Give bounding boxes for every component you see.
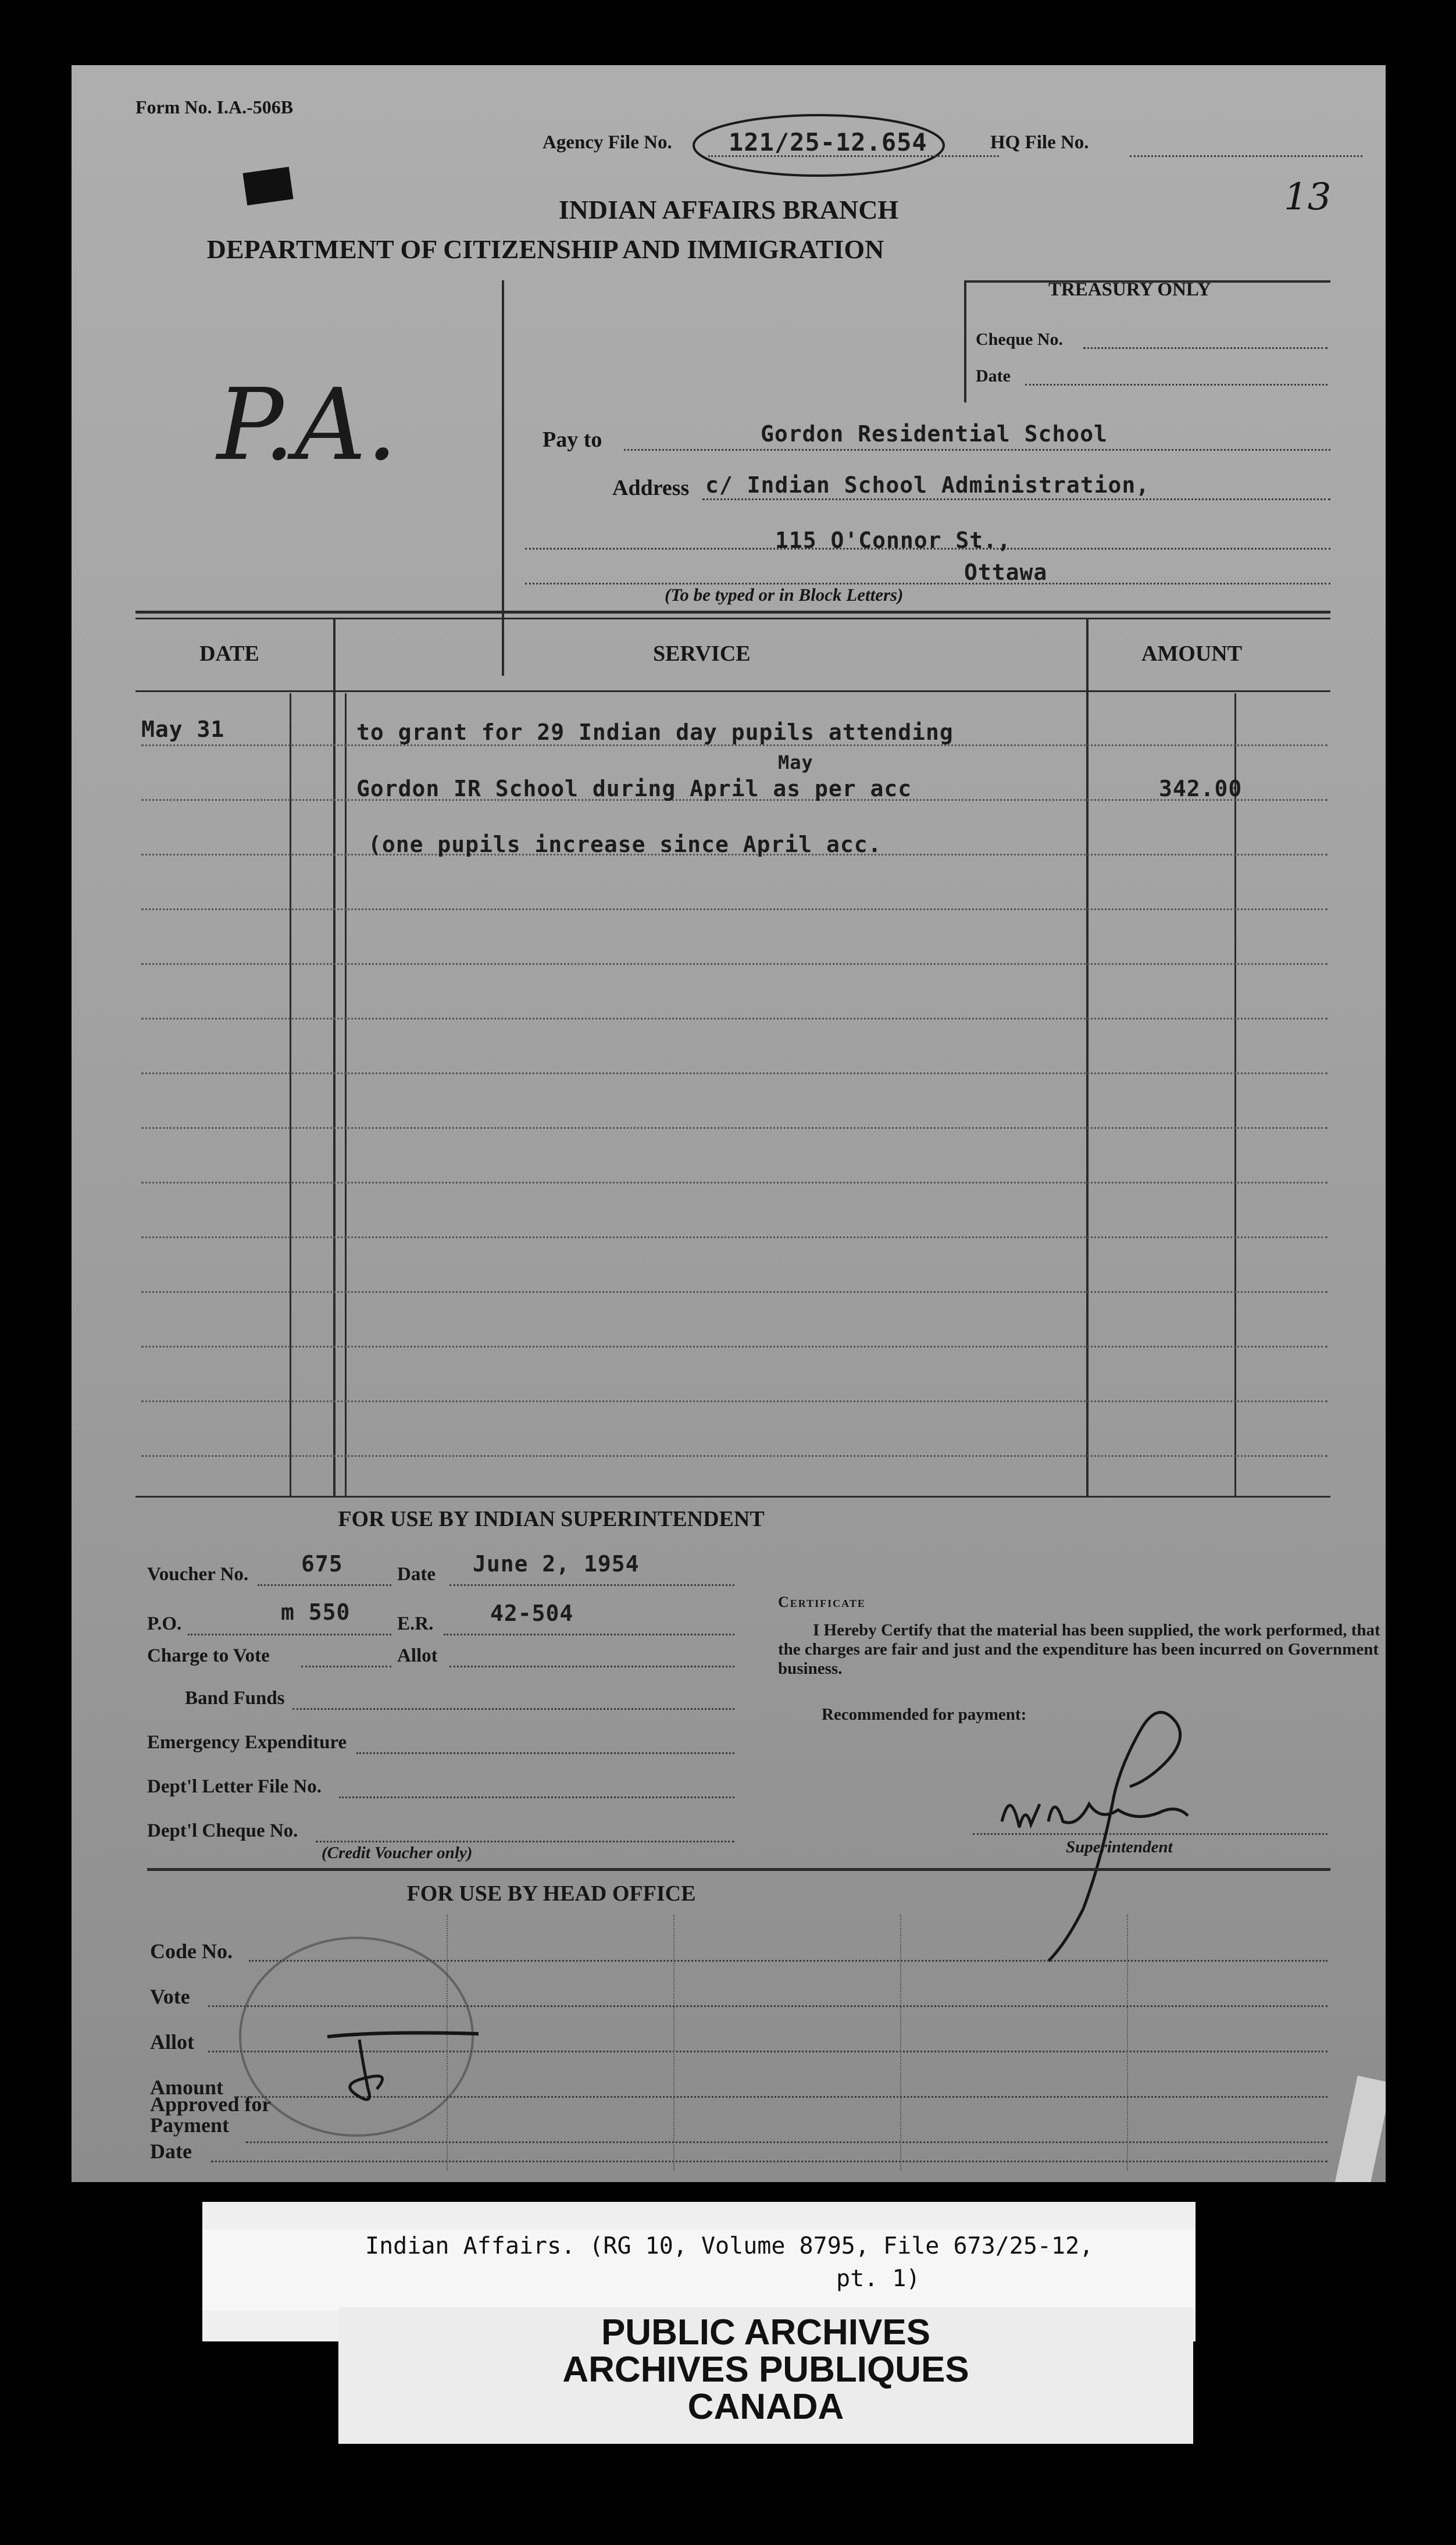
head-office-title: FOR USE BY HEAD OFFICE: [406, 1881, 696, 1906]
service-column-header: SERVICE: [653, 641, 751, 666]
recommended-for-payment: Recommended for payment:: [822, 1705, 1027, 1724]
table-top-border-double: [135, 618, 1330, 619]
archive-reference-line-1: Indian Affairs. (RG 10, Volume 8795, File 673/25-12,: [365, 2233, 1094, 2259]
table-top-border: [135, 611, 1330, 614]
treasury-box-left-border: [964, 280, 966, 402]
emergency-expenditure-line: [356, 1752, 734, 1754]
er-label: E.R.: [397, 1613, 434, 1634]
voucher-form-sheet: [72, 65, 1386, 2182]
letter-file-line: [339, 1797, 734, 1798]
service-line-2: Gordon IR School during April as per acc: [356, 776, 912, 801]
voucher-no-value: 675: [301, 1551, 343, 1577]
circled-file-number-mark: [688, 111, 950, 180]
archives-line-1: PUBLIC ARCHIVES: [601, 2312, 931, 2352]
emergency-expenditure-label: Emergency Expenditure: [147, 1732, 347, 1753]
public-archives-label: [338, 2307, 1193, 2444]
head-office-allot-label: Allot: [150, 2030, 194, 2054]
archive-reference-line-2: pt. 1): [836, 2265, 920, 2292]
cheque-no-label: Cheque No.: [976, 330, 1064, 349]
pay-to-line: [624, 449, 1330, 451]
credit-voucher-note: (Credit Voucher only): [322, 1844, 473, 1862]
table-row-line: [141, 1182, 1327, 1184]
table-row-line: [141, 1400, 1327, 1402]
archive-reference-band: [202, 2229, 1196, 2311]
address-value-3: Ottawa: [964, 559, 1048, 585]
pay-to-label: Pay to: [543, 427, 602, 452]
archives-line-2: ARCHIVES PUBLIQUES: [562, 2350, 969, 2390]
received-stamp-and-mark: [234, 1915, 537, 2159]
er-value: 42-504: [490, 1601, 574, 1626]
amount-label: Amount: [150, 2076, 224, 2099]
table-row-line: [141, 1018, 1327, 1020]
date-column-border: [333, 619, 336, 1497]
date-column-header: DATE: [199, 641, 259, 666]
department-title: DEPARTMENT OF CITIZENSHIP AND IMMIGRATION: [206, 234, 884, 264]
entry-date: May 31: [141, 717, 225, 742]
head-office-date-line: [211, 2161, 1327, 2162]
superintendent-section-title: FOR USE BY INDIAN SUPERINTENDENT: [338, 1507, 765, 1531]
superintendent-date-value: June 2, 1954: [473, 1551, 640, 1577]
table-row-line: [141, 1072, 1327, 1074]
vote-label: Vote: [150, 1985, 190, 2008]
charge-to-vote-label: Charge to Vote: [147, 1645, 270, 1666]
certificate-title: Certificate: [778, 1594, 866, 1610]
table-row-line: [141, 1127, 1327, 1129]
dept-cheque-line: [316, 1841, 734, 1842]
amount-column-border: [1086, 619, 1089, 1497]
treasury-date-line: [1025, 384, 1327, 386]
table-row-line: [141, 1291, 1327, 1293]
head-office-top-border: [147, 1868, 1330, 1871]
approved-for-text: Approved for: [150, 2093, 272, 2116]
allot-label: Allot: [397, 1645, 438, 1666]
block-letters-note: (To be typed or in Block Letters): [665, 584, 904, 605]
table-header-divider: [135, 690, 1330, 692]
table-row-line: [141, 1346, 1327, 1348]
head-office-date-label: Date: [150, 2140, 192, 2163]
address-line-1: [702, 498, 1330, 500]
address-value-1: c/ Indian School Administration,: [705, 472, 1150, 498]
head-office-column-divider: [900, 1915, 902, 2170]
table-row-line: [141, 1236, 1327, 1238]
paper-edge-fold: [1321, 2076, 1386, 2182]
table-row-line: [141, 963, 1327, 965]
form-number: Form No. I.A.-506B: [135, 97, 294, 117]
page-number-handwritten: 13: [1284, 176, 1332, 219]
letter-file-label: Dept'l Letter File No.: [147, 1776, 322, 1797]
service-insert-month: May: [778, 751, 813, 774]
cheque-no-line: [1083, 347, 1327, 349]
charge-to-vote-line: [301, 1666, 391, 1667]
allot-line: [449, 1666, 734, 1667]
po-line: [188, 1634, 391, 1635]
superintendent-signature: [984, 1688, 1333, 1990]
agency-file-label: Agency File No.: [543, 132, 672, 153]
voucher-no-line: [258, 1584, 391, 1586]
pay-to-value: Gordon Residential School: [761, 421, 1108, 447]
amount-column-header: AMOUNT: [1141, 641, 1243, 666]
table-row-line: [141, 1455, 1327, 1457]
head-office-column-divider: [673, 1915, 676, 2170]
service-left-border: [345, 693, 347, 1497]
po-label: P.O.: [147, 1613, 182, 1634]
agency-file-value: 121/25-12.654: [729, 128, 927, 156]
address-line-3: [525, 583, 1330, 584]
table-bottom-border: [135, 1496, 1330, 1498]
code-no-label: Code No.: [150, 1940, 233, 1963]
branch-title: INDIAN AFFAIRS BRANCH: [558, 195, 899, 224]
date-subcolumn-border: [290, 693, 291, 1497]
head-office-column-divider: [1127, 1915, 1129, 2170]
treasury-title: TREASURY ONLY: [1048, 279, 1211, 300]
superintendent-caption: Superintendent: [1066, 1838, 1173, 1856]
payee-section-divider: [502, 280, 504, 676]
treasury-date-label: Date: [976, 366, 1011, 386]
service-line-3: (one pupils increase since April acc.: [368, 832, 882, 857]
superintendent-date-label: Date: [397, 1564, 436, 1585]
hq-file-label: HQ File No.: [990, 132, 1089, 153]
payment-text: Payment: [150, 2113, 229, 2137]
address-value-2: 115 O'Connor St.,: [775, 527, 1011, 553]
address-label: Address: [612, 476, 690, 500]
archives-line-3: CANADA: [687, 2387, 844, 2427]
amount-subcolumn-border: [1234, 693, 1236, 1497]
certificate-text: I Hereby Certify that the material has been supplied, the work performed, that the charges are fair and just and the expenditure has been incurred on Government business.: [778, 1621, 1380, 1678]
handwritten-initials: P.A.: [217, 368, 398, 483]
agency-file-line: [708, 155, 999, 157]
band-funds-line: [292, 1708, 734, 1710]
service-line-1: to grant for 29 Indian day pupils attending: [356, 719, 954, 745]
er-line: [444, 1634, 734, 1635]
dept-cheque-label: Dept'l Cheque No.: [147, 1820, 298, 1841]
table-row-line: [141, 908, 1327, 910]
band-funds-label: Band Funds: [185, 1688, 285, 1709]
hq-file-line: [1130, 155, 1362, 157]
voucher-no-label: Voucher No.: [147, 1564, 249, 1585]
po-value: m 550: [281, 1599, 351, 1625]
entry-amount: 342.00: [1159, 776, 1243, 801]
superintendent-date-line: [449, 1584, 734, 1586]
